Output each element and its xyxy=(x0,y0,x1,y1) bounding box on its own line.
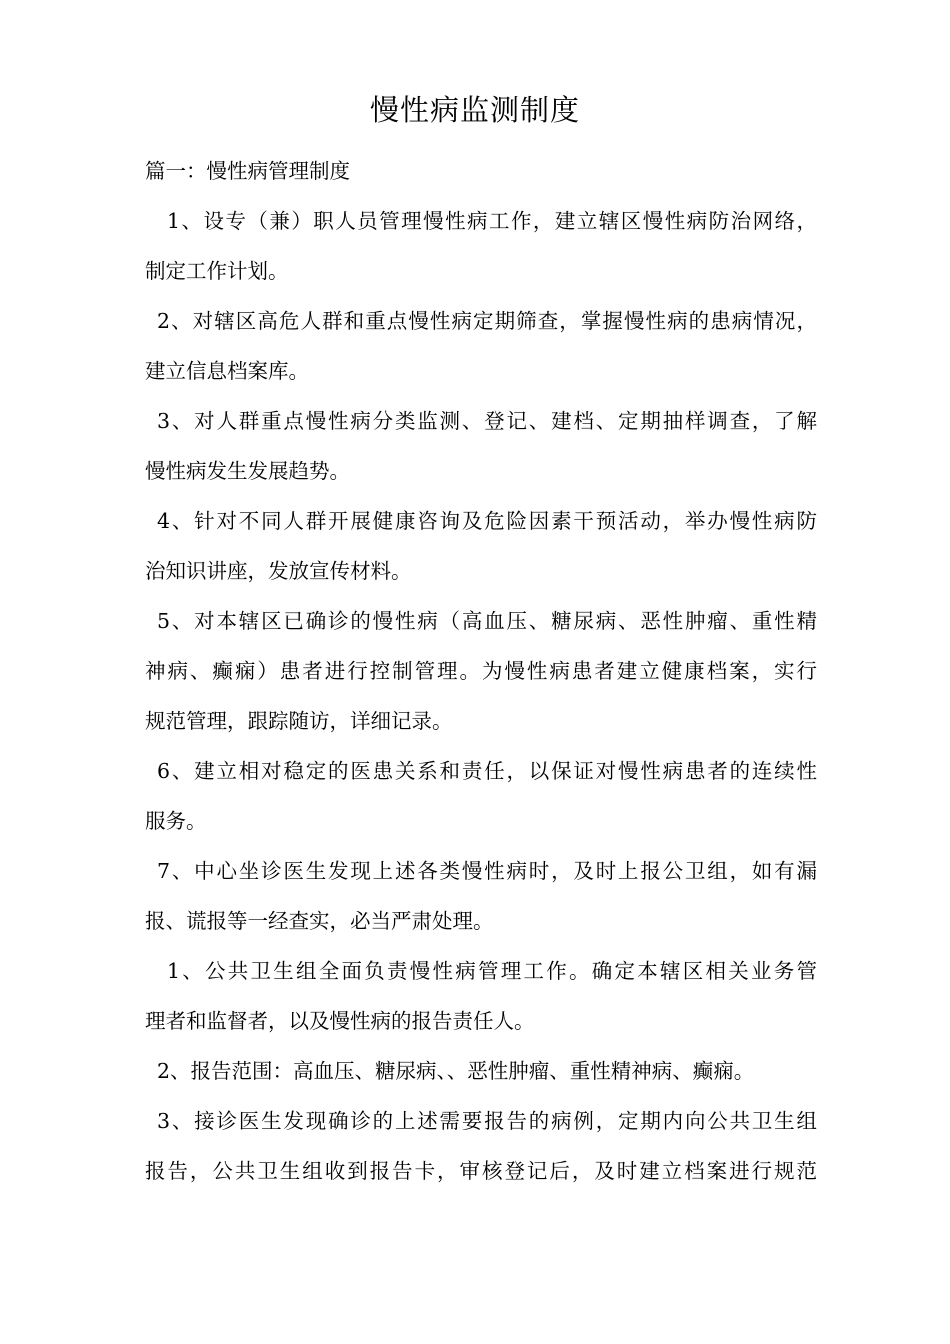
paragraph-line: 1、设专（兼）职人员管理慢性病工作，建立辖区慢性病防治网络， xyxy=(167,209,817,233)
paragraph-line: 5、对本辖区已确诊的慢性病（高血压、糖尿病、恶性肿瘤、重性精 xyxy=(157,609,817,633)
paragraph-line: 规范管理，跟踪随访，详细记录。 xyxy=(145,709,453,733)
paragraph-line: 3、接诊医生发现确诊的上述需要报告的病例，定期内向公共卫生组 xyxy=(157,1109,817,1133)
document-title: 慢性病监测制度 xyxy=(369,93,580,127)
paragraph-line: 治知识讲座，发放宣传材料。 xyxy=(145,559,412,583)
paragraph-line: 慢性病发生发展趋势。 xyxy=(145,459,350,483)
paragraph-line: 建立信息档案库。 xyxy=(145,359,309,383)
paragraph-line: 3、对人群重点慢性病分类监测、登记、建档、定期抽样调查，了解 xyxy=(157,409,817,433)
paragraph-line: 报、谎报等一经查实，必当严肃处理。 xyxy=(145,909,494,933)
paragraph-line: 4、针对不同人群开展健康咨询及危险因素干预活动，举办慢性病防 xyxy=(157,509,817,533)
paragraph-line: 神病、癫痫）患者进行控制管理。为慢性病患者建立健康档案，实行 xyxy=(145,659,817,683)
section-heading: 篇一：慢性病管理制度 xyxy=(145,159,350,183)
paragraph-line: 1、公共卫生组全面负责慢性病管理工作。确定本辖区相关业务管 xyxy=(167,959,817,983)
paragraph-line: 制定工作计划。 xyxy=(145,259,289,283)
paragraph-line: 理者和监督者，以及慢性病的报告责任人。 xyxy=(145,1009,535,1033)
paragraph-line: 7、中心坐诊医生发现上述各类慢性病时，及时上报公卫组，如有漏 xyxy=(157,859,817,883)
paragraph-line: 2、对辖区高危人群和重点慢性病定期筛查，掌握慢性病的患病情况， xyxy=(157,309,817,333)
paragraph-line: 服务。 xyxy=(145,809,207,833)
paragraph-line: 2、报告范围：高血压、糖尿病、、恶性肿瘤、重性精神病、癫痫。 xyxy=(157,1059,755,1083)
document-body xyxy=(145,146,817,1196)
paragraph-line: 报告，公共卫生组收到报告卡，审核登记后，及时建立档案进行规范 xyxy=(145,1159,817,1183)
paragraph-line: 6、建立相对稳定的医患关系和责任，以保证对慢性病患者的连续性 xyxy=(157,759,817,783)
